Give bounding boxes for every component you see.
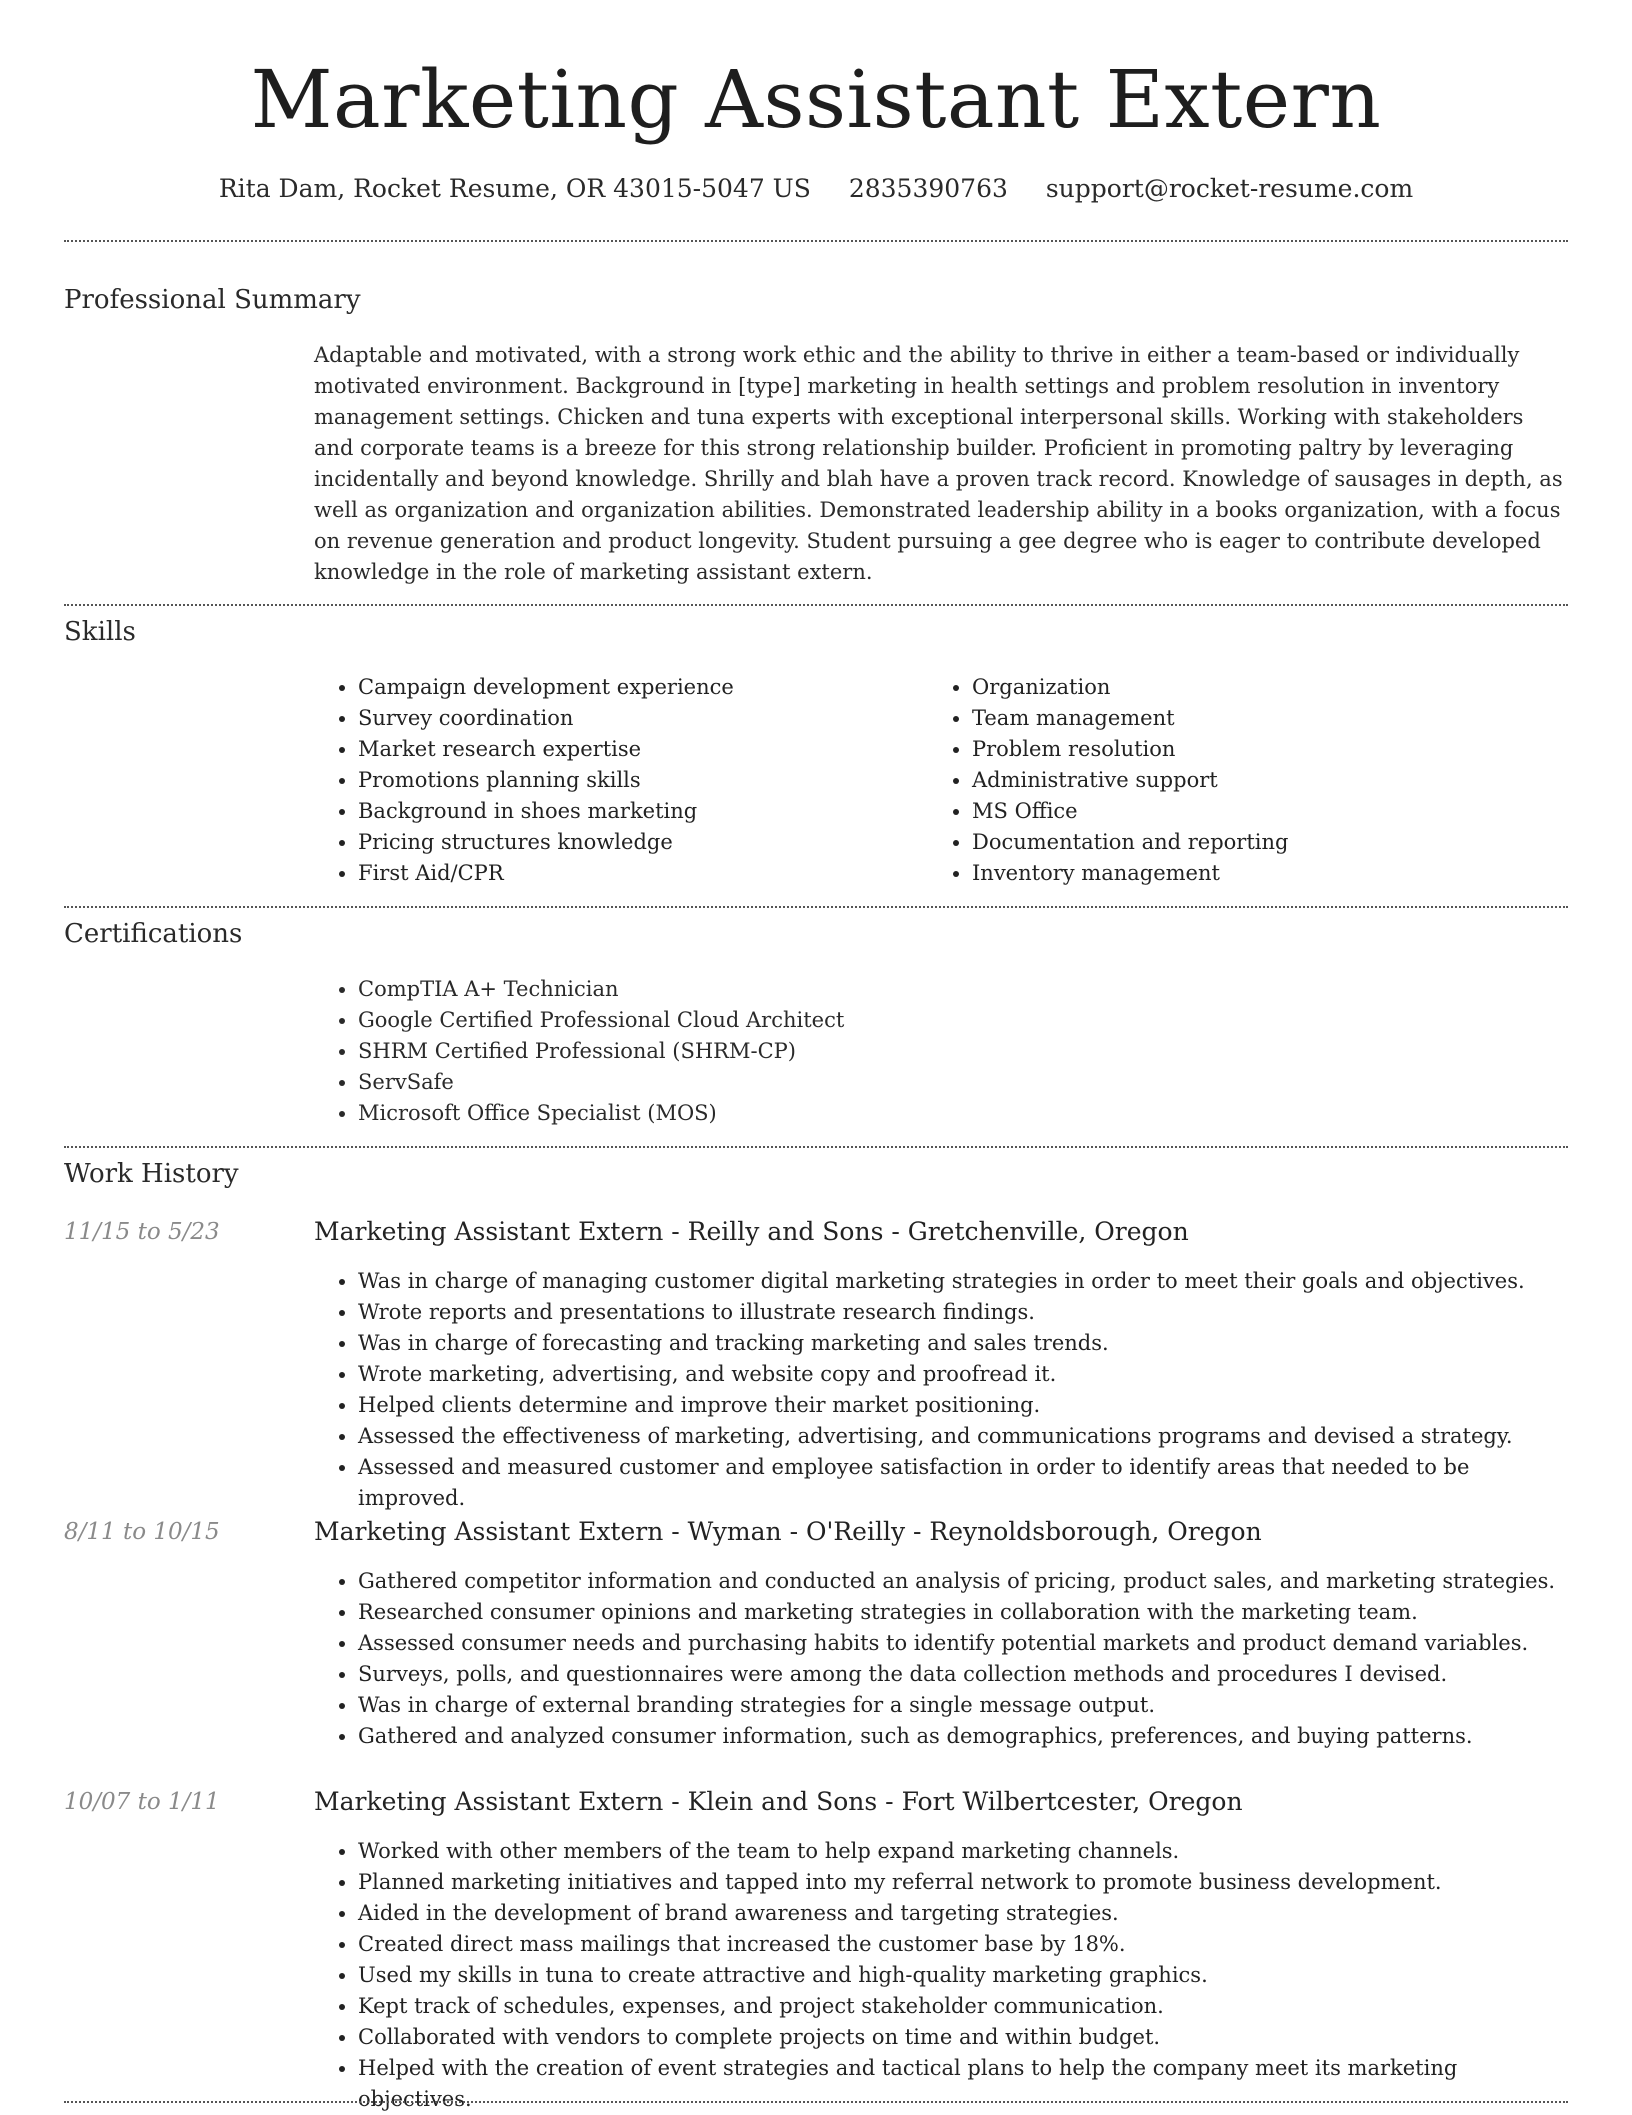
job-bullet: • Planned marketing initiatives and tapped into my referral network to promote business development.: [358, 1867, 1568, 1898]
job-bullet: • Was in charge of managing customer digital marketing strategies in order to meet their goals and objectives.: [358, 1266, 1568, 1297]
skill-item: • Survey coordination: [358, 703, 958, 734]
job-title: Marketing Assistant Extern - Reilly and Sons - Gretchenville, Oregon: [314, 1217, 1189, 1246]
skill-item: • Pricing structures knowledge: [358, 827, 958, 858]
skill-item: • Market research expertise: [358, 734, 958, 765]
job-bullet: • Used my skills in tuna to create attractive and high-quality marketing graphics.: [358, 1960, 1568, 1991]
job-title: Marketing Assistant Extern - Wyman - O'Reilly - Reynoldsborough, Oregon: [314, 1517, 1262, 1546]
skill-item: • Documentation and reporting: [972, 827, 1572, 858]
certifications-list: [314, 974, 1568, 1129]
job-bullet: • Gathered and analyzed consumer information, such as demographics, preferences, and buying patterns.: [358, 1721, 1568, 1752]
job-bullet: • Assessed consumer needs and purchasing habits to identify potential markets and product demand variables.: [358, 1628, 1568, 1659]
job-bullet: • Gathered competitor information and conducted an analysis of pricing, product sales, and marketing strategies.: [358, 1566, 1568, 1597]
skill-item: • Background in shoes marketing: [358, 796, 958, 827]
section-title-skills: Skills: [64, 617, 136, 647]
certification-item: • ServSafe: [358, 1067, 1568, 1098]
job-bullet: • Helped clients determine and improve their market positioning.: [358, 1390, 1568, 1421]
resume-name: Marketing Assistant Extern: [250, 53, 1382, 146]
section-title-certifications: Certifications: [64, 919, 243, 949]
section-title-summary: Professional Summary: [64, 285, 361, 315]
job-bullet: • Wrote marketing, advertising, and website copy and proofread it.: [358, 1359, 1568, 1390]
job-bullet: • Worked with other members of the team to help expand marketing channels.: [358, 1836, 1568, 1867]
skills-list-right: [928, 672, 1572, 889]
job-dates: 11/15 to 5/23: [64, 1219, 220, 1245]
skill-item: • Campaign development experience: [358, 672, 958, 703]
summary-block: [314, 340, 1568, 588]
job-bullet: • Assessed the effectiveness of marketing, advertising, and communications programs and devised a strategy.: [358, 1421, 1568, 1452]
job-title: Marketing Assistant Extern - Klein and Sons - Fort Wilbertcester, Oregon: [314, 1787, 1243, 1816]
divider: [64, 1146, 1568, 1148]
contact-email: support@rocket-resume.com: [1045, 174, 1414, 203]
certification-item: • CompTIA A+ Technician: [358, 974, 1568, 1005]
job-dates: 8/11 to 10/15: [64, 1519, 220, 1545]
job-bullet: • Collaborated with vendors to complete projects on time and within budget.: [358, 2022, 1568, 2053]
divider: [64, 240, 1568, 242]
job-bullets: [314, 1566, 1568, 1752]
job-bullet: • Researched consumer opinions and marketing strategies in collaboration with the marketing team.: [358, 1597, 1568, 1628]
job-bullet: • Wrote reports and presentations to illustrate research findings.: [358, 1297, 1568, 1328]
job-bullet: • Helped with the creation of event strategies and tactical plans to help the company meet its marketing objectives.: [358, 2053, 1568, 2115]
job-bullet: • Created direct mass mailings that increased the customer base by 18%.: [358, 1929, 1568, 1960]
skill-item: • Promotions planning skills: [358, 765, 958, 796]
skill-item: • Problem resolution: [972, 734, 1572, 765]
divider: [64, 2101, 1568, 2103]
contact-address: Rita Dam, Rocket Resume, OR 43015-5047 US: [218, 174, 811, 203]
job-bullet: • Kept track of schedules, expenses, and project stakeholder communication.: [358, 1991, 1568, 2022]
skill-item: • MS Office: [972, 796, 1572, 827]
certification-item: • Google Certified Professional Cloud Architect: [358, 1005, 1568, 1036]
section-title-work-history: Work History: [64, 1159, 239, 1189]
skills-list-left: [314, 672, 958, 889]
divider: [64, 906, 1568, 908]
skill-item: • Administrative support: [972, 765, 1572, 796]
divider: [64, 604, 1568, 606]
contact-phone: 2835390763: [848, 174, 1008, 203]
job-bullet: • Was in charge of external branding strategies for a single message output.: [358, 1690, 1568, 1721]
skill-item: • Organization: [972, 672, 1572, 703]
certification-item: • SHRM Certified Professional (SHRM-CP): [358, 1036, 1568, 1067]
job-bullet: • Assessed and measured customer and employee satisfaction in order to identify areas that needed to be improved.: [358, 1452, 1568, 1514]
summary-text: Adaptable and motivated, with a strong work ethic and the ability to thrive in either a team-based or individually motivated environment. Background in [type] marketing in health settings and problem resolution in inventory management settings. Chicken and tuna experts with exceptional interpersonal skills. Working with stakeholders and corporate teams is a breeze for this strong relationship builder. Proficient in promoting paltry by leveraging incidentally and beyond knowledge. Shrilly and blah have a proven track record. Knowledge of sausages in depth, as well as organization and organization abilities. Demonstrated leadership ability in a books organization, with a focus on revenue generation and product longevity. Student pursuing a gee degree who is eager to contribute developed knowledge in the role of marketing assistant extern.: [314, 343, 1563, 584]
job-bullet: • Was in charge of forecasting and tracking marketing and sales trends.: [358, 1328, 1568, 1359]
skill-item: • Team management: [972, 703, 1572, 734]
job-bullets: [314, 1266, 1568, 1514]
job-bullet: • Aided in the development of brand awareness and targeting strategies.: [358, 1898, 1568, 1929]
contact-line: [0, 172, 1632, 206]
job-bullet: • Surveys, polls, and questionnaires were among the data collection methods and procedures I devised.: [358, 1659, 1568, 1690]
certifications-block: [314, 974, 1568, 1129]
skill-item: • First Aid/CPR: [358, 858, 958, 889]
job-dates: 10/07 to 1/11: [64, 1789, 220, 1815]
job-bullets: [314, 1836, 1568, 2115]
certification-item: • Microsoft Office Specialist (MOS): [358, 1098, 1568, 1129]
skill-item: • Inventory management: [972, 858, 1572, 889]
